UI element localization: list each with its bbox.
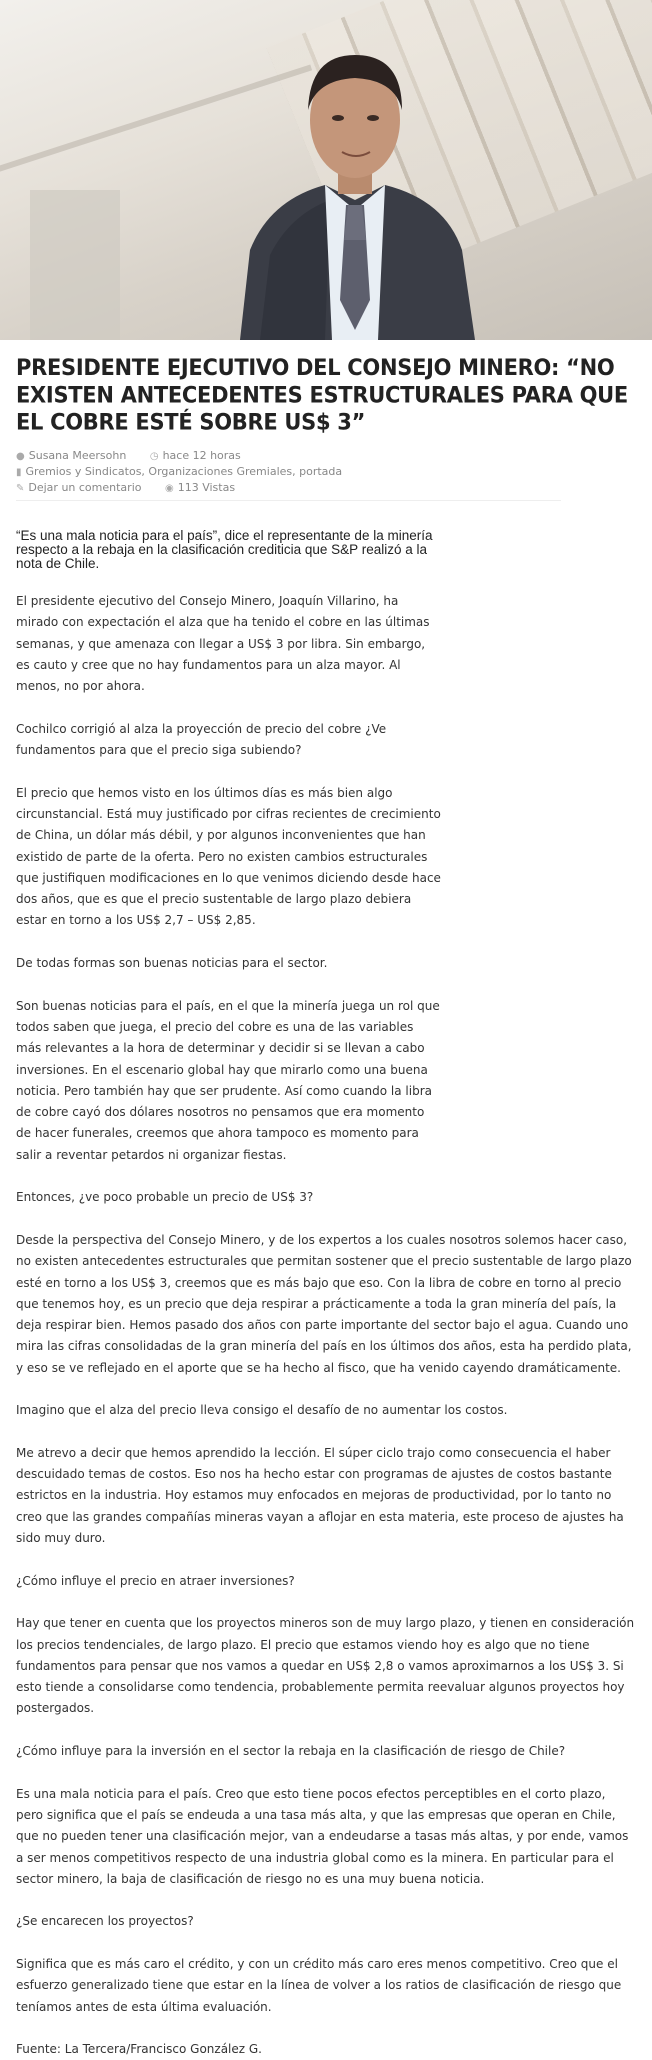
- meta-comment[interactable]: [16, 481, 151, 494]
- hero-image: [0, 0, 652, 340]
- background-building: [30, 190, 120, 340]
- article-meta: [16, 448, 561, 501]
- meta-author[interactable]: [16, 449, 136, 462]
- comment-icon: ✎: [16, 483, 25, 494]
- article-title: PRESIDENTE EJECUTIVO DEL CONSEJO MINERO: “NO EXISTEN ANTECEDENTES ESTRUCTURALES PARA QUE EL COBRE ESTÉ SOBRE US$ 3”: [16, 355, 628, 435]
- folder-icon: ▮: [16, 467, 22, 478]
- portrait-figure: [230, 0, 480, 340]
- paragraph: Son buenas noticias para el país, en el que la minería juega un rol que todos saben que juega, el precio del cobre es una de las variables más relevantes a la hora de determinar y decidir si se llevan a cabo inversiones. En el escenario global hay que mirarlo como una buena noticia. Pero también hay que ser prudente. Así como cuando la libra de cobre cayó dos dólares nosotros no pensamos que era momento de hacer funerales, creemos que ahora tampoco es momento para salir a reventar petardos ni organizar fiestas.: [16, 998, 440, 1162]
- paragraph: Es una mala noticia para el país. Creo que esto tiene pocos efectos perceptibles en el corto plazo, pero significa que el país se endeuda a una tasa más alta, y que las empresas que operan en Chile, que no pueden tener una clasificación mejor, van a endeudarse a tasas más altas, y por ende, vamos a ser menos competitivos respecto de una industria global como es la minera. En particular para el sector minero, la baja de clasificación de riesgo no es una muy buena noticia.: [16, 1786, 629, 1886]
- article-body: [16, 591, 636, 2060]
- question: Cochilco corrigió al alza la proyección de precio del cobre ¿Ve fundamentos para que el precio siga subiendo?: [16, 721, 387, 758]
- views-text: 113 Vistas: [177, 481, 236, 494]
- categories-text[interactable]: Gremios y Sindicatos, Organizaciones Gremiales, portada: [25, 465, 343, 478]
- clock-icon: ◷: [149, 451, 159, 462]
- user-icon: ●: [16, 451, 25, 462]
- comment-link[interactable]: Dejar un comentario: [28, 481, 142, 494]
- meta-categories[interactable]: [16, 465, 352, 478]
- question: Entonces, ¿ve poco probable un precio de US$ 3?: [16, 1190, 314, 1205]
- question: ¿Cómo influye el precio en atraer inversiones?: [16, 1573, 295, 1588]
- author-name[interactable]: Susana Meersohn: [28, 449, 127, 462]
- paragraph: Hay que tener en cuenta que los proyectos mineros son de muy largo plazo, y tienen en consideración los precios tendenciales, de largo plazo. El precio que estamos viendo hoy es algo que no tiene fundamentos para pensar que nos vamos a quedar en US$ 2,8 o vamos aproximarnos a los US$ 3. Si esto tiende a consolidarse como tendencia, probablemente permita reevaluar algunos proyectos hoy postergados.: [16, 1616, 635, 1716]
- paragraph: El precio que hemos visto en los últimos días es más bien algo circunstancial. Está muy justificado por cifras recientes de crecimiento de China, un dólar más débil, y por algunos inconvenientes que han existido de parte de la oferta. Pero no existen cambios estructurales que justifiquen modificaciones en lo que venimos diciendo desde hace dos años, que es que el precio sustentable de largo plazo debiera estar en torno a los US$ 2,7 – US$ 2,85.: [16, 785, 441, 928]
- question: ¿Se encarecen los proyectos?: [16, 1914, 194, 1929]
- meta-time: [150, 449, 251, 462]
- paragraph: Me atrevo a decir que hemos aprendido la lección. El súper ciclo trajo como consecuencia el haber descuidado temas de costos. Eso nos ha hecho estar con programas de ajustes de costos bastante estrictos en la industria. Hoy estamos muy enfocados en mejoras de productividad, por lo tanto no creo que las grandes compañías mineras vayan a aflojar en esta materia, este proceso de ajustes ha sido muy duro.: [16, 1445, 624, 1546]
- question: ¿Cómo influye para la inversión en el sector la rebaja en la clasificación de riesgo de Chile?: [16, 1744, 566, 1759]
- time-text: hace 12 horas: [162, 449, 241, 462]
- article-lead: “Es una mala noticia para el país”, dice el representante de la minería respecto a la rebaja en la clasificación crediticia que S&P realizó a la nota de Chile.: [16, 528, 433, 571]
- paragraph: El presidente ejecutivo del Consejo Minero, Joaquín Villarino, ha mirado con expectación el alza que ha tenido el cobre en las últimas semanas, y que amenaza con llegar a US$ 3 por libra. Sin embargo, es cauto y cree que no hay fundamentos para un alza mayor. Al menos, no por ahora.: [16, 594, 430, 694]
- question: De todas formas son buenas noticias para el sector.: [16, 956, 328, 971]
- meta-views: [165, 481, 245, 494]
- paragraph: Significa que es más caro el crédito, y con un crédito más caro eres menos competitivo. Creo que el esfuerzo generalizado tiene que estar en la línea de volver a los ratios de clasificación de riesgo que teníamos antes de esta última evaluación.: [16, 1957, 622, 2014]
- paragraph: Desde la perspectiva del Consejo Minero, y de los expertos a los cuales nosotros solemos hacer caso, no existen antecedentes estructurales que permitan sostener que el precio sustentable de largo plazo esté en torno a los US$ 3, creemos que es más bajo que eso. Con la libra de cobre en torno al precio que tenemos hoy, es un precio que deja respirar a prácticamente a toda la gran minería del país, la deja respirar bien. Hemos pasado dos años con parte importante del sector bajo el agua. Cuando uno mira las cifras consolidadas de la gran minería del país en los últimos dos años, esta ha perdido plata, y eso se ve reflejado en el aporte que se ha hecho al fisco, que ha venido cayendo dramáticamente.: [16, 1232, 632, 1375]
- question: Imagino que el alza del precio lleva consigo el desafío de no aumentar los costos.: [16, 1403, 508, 1418]
- eye-icon: ◉: [164, 483, 174, 494]
- source-credit: Fuente: La Tercera/Francisco González G.: [16, 2042, 262, 2057]
